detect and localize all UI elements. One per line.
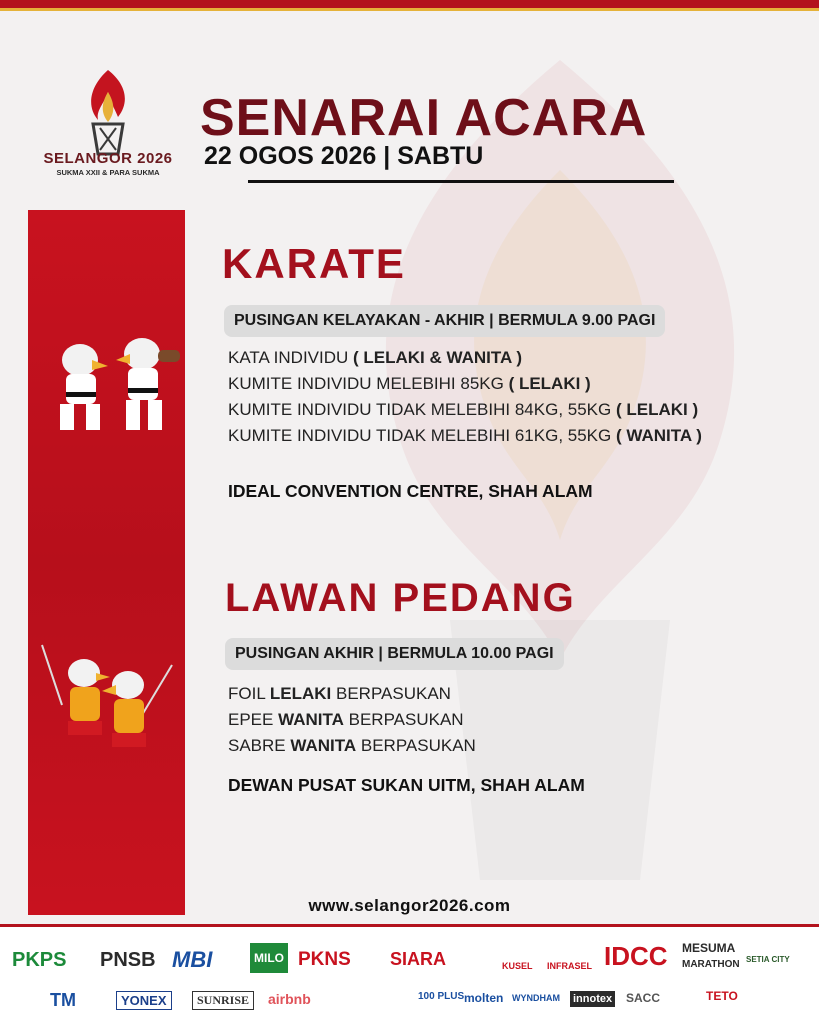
- title-divider: [248, 180, 674, 183]
- page-title: SENARAI ACARA: [200, 89, 648, 147]
- sponsor-logo: 100 PLUS: [418, 991, 465, 1002]
- fencing-mascot-icon: [32, 635, 182, 765]
- fencing-section-title: LAWAN PEDANG: [225, 576, 576, 620]
- sponsor-logo: MILO: [250, 943, 288, 973]
- sponsor-logo: airbnb: [268, 991, 311, 1007]
- sponsor-logo: PKPS: [12, 949, 67, 971]
- sponsor-footer: [0, 927, 819, 1024]
- karate-section-title: KARATE: [222, 240, 406, 287]
- karate-event-1: KATA INDIVIDU ( LELAKI & WANITA ): [228, 348, 523, 367]
- website-link[interactable]: www.selangor2026.com: [308, 896, 511, 915]
- sponsor-logo: SIARA: [390, 949, 447, 969]
- sponsor-logo: molten: [464, 991, 504, 1005]
- fencing-event-2: EPEE WANITA BERPASUKAN: [228, 710, 464, 729]
- logo-title: SELANGOR 2026: [43, 150, 173, 167]
- sponsor-logo: WYNDHAM: [512, 993, 560, 1003]
- karate-event-4: KUMITE INDIVIDU TIDAK MELEBIHI 61KG, 55KG ( WANITA ): [228, 426, 702, 445]
- sponsor-logo: SACC: [626, 991, 661, 1005]
- sponsor-logo: innotex: [570, 991, 615, 1007]
- karate-round-badge: PUSINGAN KELAYAKAN - AKHIR | BERMULA 9.00 PAGI: [224, 305, 665, 337]
- top-accent-bar: [0, 0, 819, 8]
- karate-event-2: KUMITE INDIVIDU MELEBIHI 85KG ( LELAKI ): [228, 374, 591, 393]
- sponsor-logo: MESUMA: [682, 941, 736, 955]
- sponsor-logo: INFRASEL: [547, 961, 592, 971]
- event-date: 22 OGOS 2026 | SABTU: [204, 142, 484, 170]
- fencing-event-3: SABRE WANITA BERPASUKAN: [228, 736, 476, 755]
- karate-event-3: KUMITE INDIVIDU TIDAK MELEBIHI 84KG, 55KG ( LELAKI ): [228, 400, 699, 419]
- sponsor-logo: IDCC: [604, 941, 668, 971]
- fencing-round-badge: PUSINGAN AKHIR | BERMULA 10.00 PAGI: [225, 638, 564, 670]
- logo-subtitle: SUKMA XXII & PARA SUKMA: [56, 168, 160, 177]
- fencing-venue: DEWAN PUSAT SUKAN UITM, SHAH ALAM: [228, 775, 585, 795]
- karate-mascot-icon: [30, 330, 185, 440]
- sponsor-logo: SUNRISE: [192, 991, 254, 1010]
- sponsor-logo: TETO: [706, 989, 738, 1003]
- sponsor-logo: YONEX: [116, 991, 172, 1010]
- sponsor-logo: MARATHON: [682, 959, 740, 970]
- sponsor-logo: PNSB: [100, 949, 156, 971]
- sponsor-logo: TM: [50, 990, 76, 1010]
- sponsor-logo: MBI: [172, 947, 213, 972]
- sponsor-logo: KUSEL: [502, 961, 533, 971]
- sponsor-logo: PKNS: [298, 949, 351, 970]
- fencing-event-1: FOIL LELAKI BERPASUKAN: [228, 684, 451, 703]
- sponsor-logo: SETIA CITY: [746, 955, 790, 964]
- top-gold-bar: [0, 8, 819, 11]
- karate-venue: IDEAL CONVENTION CENTRE, SHAH ALAM: [228, 481, 593, 501]
- mascot-side-panel: [28, 210, 185, 915]
